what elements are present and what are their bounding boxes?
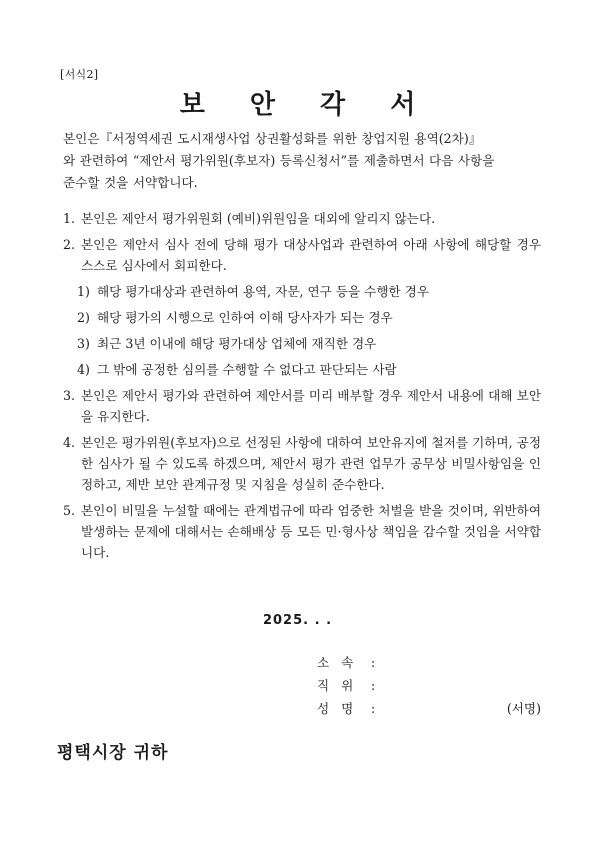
pledge-item-text: 본인이 비밀을 누설할 때에는 관계법규에 따라 엄중한 처벌을 받을 것이며, 위반하여 발생하는 문제에 대해서는 손해배상 등 모든 민·형사상 책임을 감수할 것임을 서약합니다.	[81, 503, 541, 560]
date-line: 2025. . .	[262, 613, 333, 628]
sub-item-number: 1)	[77, 284, 90, 299]
signature-placeholder: (서명)	[506, 701, 541, 716]
intro-line: 와 관련하여 “제안서 평가위원(후보자) 등록신청서”를 제출하면서 다음 사항을	[63, 153, 495, 168]
pledge-item-5	[63, 500, 541, 563]
name-label: 성명	[317, 701, 366, 716]
affiliation-row	[317, 654, 541, 672]
position-label: 직위	[317, 678, 366, 693]
document-title: 보 안 각 서	[179, 90, 434, 120]
intro-line: 준수할 것을 서약합니다.	[63, 175, 198, 190]
pledge-item-number: 5.	[63, 503, 76, 518]
pledge-item-3	[63, 385, 541, 427]
pledge-item-text: 본인은 평가위원(후보자)으로 선정된 사항에 대하여 보안유지에 철저를 기하며, 공정한 심사가 될 수 있도록 하겠으며, 제안서 평가 관련 업무가 공무상 비밀사항임을 인정하고, 제반 보안 관계규정 및 지침을 성실히 준수한다.	[81, 435, 541, 492]
sub-item-text: 해당 평가대상과 관련하여 용역, 자문, 연구 등을 수행한 경우	[97, 284, 430, 299]
intro-paragraph	[63, 128, 543, 194]
pledge-item-text: 본인은 제안서 평가위원회 (예비)위원임을 대외에 알리지 않는다.	[81, 211, 436, 226]
sub-item-number: 4)	[77, 362, 90, 377]
pledge-item-text: 본인은 제안서 평가와 관련하여 제안서를 미리 배부할 경우 제안서 내용에 대해 보안을 유지한다.	[81, 388, 541, 424]
name-colon: :	[371, 701, 376, 716]
pledge-item-number: 2.	[63, 237, 76, 252]
affiliation-colon: :	[371, 655, 376, 670]
sub-item-2	[77, 307, 541, 328]
sub-item-4	[77, 359, 541, 380]
pledge-item-4	[63, 432, 541, 495]
sub-item-number: 3)	[77, 336, 90, 351]
pledge-list	[63, 208, 541, 568]
sub-item-text: 최근 3년 이내에 해당 평가대상 업체에 재직한 경우	[97, 336, 377, 351]
addressee: 평택시장 귀하	[57, 743, 169, 763]
name-row	[317, 700, 541, 718]
pledge-item-number: 4.	[63, 435, 76, 450]
position-colon: :	[371, 678, 376, 693]
sub-item-text: 그 밖에 공정한 심의를 수행할 수 없다고 판단되는 사람	[97, 362, 397, 377]
pledge-item-number: 3.	[63, 388, 76, 403]
pledge-item-1	[63, 208, 541, 229]
sub-item-number: 2)	[77, 310, 90, 325]
pledge-item-number: 1.	[63, 211, 76, 226]
form-number-label: [서식2]	[60, 68, 99, 81]
sub-item-text: 해당 평가의 시행으로 인하여 이해 당사자가 되는 경우	[97, 310, 393, 325]
position-row	[317, 677, 541, 695]
intro-line: 본인은『서정역세권 도시재생사업 상권활성화를 위한 창업지원 용역(2차)』	[63, 131, 482, 146]
pledge-item-text: 본인은 제안서 심사 전에 당해 평가 대상사업과 관련하여 아래 사항에 해당할 경우 스스로 심사에서 회피한다.	[81, 237, 541, 273]
sub-item-3	[77, 333, 541, 354]
sub-item-1	[77, 281, 541, 302]
affiliation-label: 소속	[317, 655, 366, 670]
pledge-item-2	[63, 234, 541, 276]
